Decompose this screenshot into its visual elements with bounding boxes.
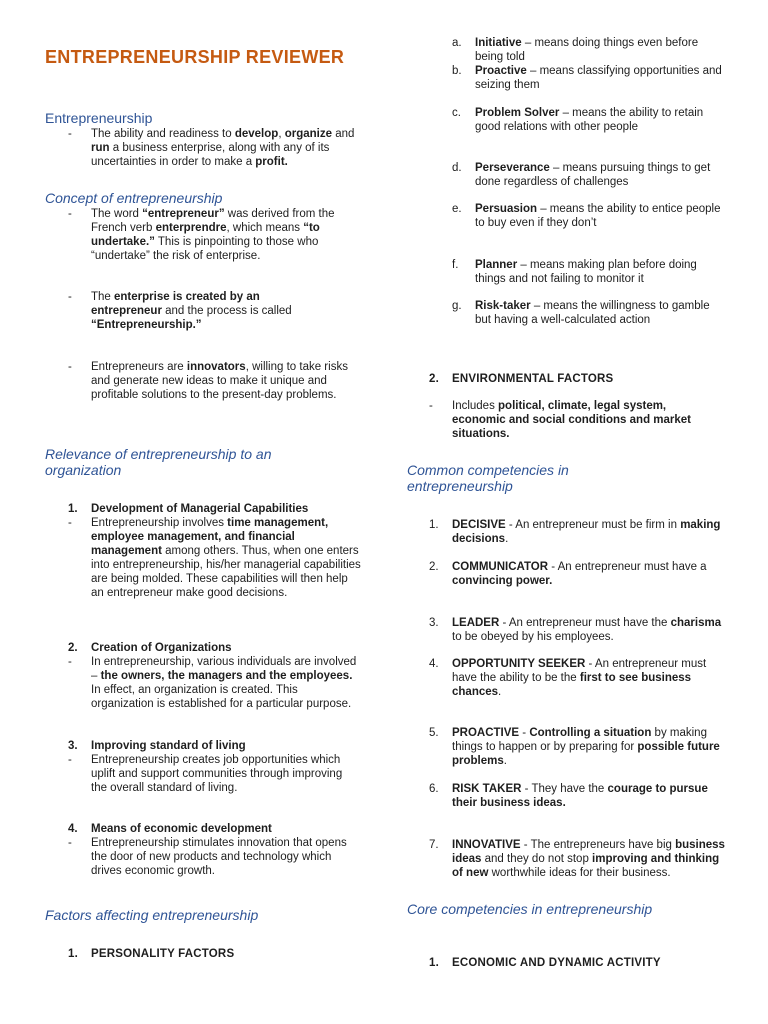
relevance-heading-4: 4. Means of economic development — [68, 823, 272, 835]
relevance-text-4: - Entrepreneurship stimulates innovation that opens the door of new products and technology which drives economic growth. — [68, 837, 347, 877]
relevance-text-2: - In entrepreneurship, various individuals are involved – the owners, the managers and the employees. In effect, an organization is created. This organization is established for a particular purpose. — [68, 656, 357, 710]
document-title: ENTREPRENEURSHIP REVIEWER — [45, 47, 345, 67]
trait-item: a. Initiative – means doing things even before being told — [452, 37, 699, 63]
concept-item-2: - The enterprise is created by an entrepreneur and the process is called “Entrepreneurship.” — [68, 291, 292, 331]
bullet-dash: - — [68, 754, 72, 766]
bullet-dash: - — [68, 837, 72, 849]
concept-item-1: - The word “entrepreneur” was derived from the French verb enterprendre, which means “to undertake.” This is pinpointing to those who “undertake” the risk of enterprise. — [68, 208, 335, 262]
trait-item: f. Planner – means making plan before doing things and not failing to monitor it — [452, 259, 697, 285]
trait-item: e. Persuasion – means the ability to entice people to buy even if they don’t — [452, 203, 721, 229]
heading-factors: Factors affecting entrepreneurship — [45, 907, 259, 923]
bullet-dash: - — [68, 361, 72, 373]
factor-environmental: 2. ENVIRONMENTAL FACTORS — [429, 373, 614, 385]
heading-core-competencies: Core competencies in entrepreneurship — [407, 901, 653, 917]
competency-item: 2. COMMUNICATOR - An entrepreneur must have a convincing power. — [429, 561, 707, 587]
trait-item: c. Problem Solver – means the ability to retain good relations with other people — [452, 107, 704, 133]
factor-personality: 1. PERSONALITY FACTORS — [68, 948, 235, 960]
relevance-text-3: - Entrepreneurship creates job opportunities which uplift and support communities through improving the overall standard of living. — [68, 754, 343, 794]
bullet-dash: - — [68, 656, 72, 668]
trait-item: d. Perseverance – means pursuing things to get done regardless of challenges — [452, 162, 711, 188]
competency-item: 5. PROACTIVE - Controlling a situation by making things to happen or by preparing for possible future problems. — [429, 727, 720, 767]
heading-common-competencies: Common competencies in entrepreneurship — [407, 462, 569, 494]
trait-item: b. Proactive – means classifying opportunities and seizing them — [452, 65, 722, 91]
competency-item: 1. DECISIVE - An entrepreneur must be firm in making decisions. — [429, 519, 721, 545]
relevance-heading-3: 3. Improving standard of living — [68, 740, 246, 752]
heading-entrepreneurship: Entrepreneurship — [45, 110, 153, 126]
concept-item-3: - Entrepreneurs are innovators, willing to take risks and generate new ideas to make it unique and profitable solutions to the present-day problems. — [68, 361, 348, 401]
relevance-heading-1: 1. Development of Managerial Capabilities — [68, 503, 309, 515]
definition-paragraph: - The ability and readiness to develop, organize and run a business enterprise, along with any of its uncertainties in order to make a profit. — [68, 128, 355, 168]
bullet-dash: - — [429, 400, 433, 412]
core-competency-1: 1. ECONOMIC AND DYNAMIC ACTIVITY — [429, 957, 661, 969]
competency-item: 6. RISK TAKER - They have the courage to pursue their business ideas. — [429, 783, 708, 809]
relevance-text-1: - Entrepreneurship involves time management, employee management, and financial management among others. Thus, when one enters into entrepreneurship, his/her managerial capabilities are being molded. These capabilities will then help an entrepreneur make good decisions. — [68, 517, 361, 599]
bullet-dash: - — [68, 517, 72, 529]
competency-item: 7. INNOVATIVE - The entrepreneurs have big business ideas and they do not stop improving and thinking of new worthwhile ideas for their business. — [429, 839, 725, 879]
bullet-dash: - — [68, 128, 72, 140]
competency-item: 3. LEADER - An entrepreneur must have the charisma to be obeyed by his employees. — [429, 617, 722, 643]
heading-relevance: Relevance of entrepreneurship to an organization — [45, 446, 272, 478]
bullet-dash: - — [68, 291, 72, 303]
bullet-dash: - — [68, 208, 72, 220]
environmental-text: - Includes political, climate, legal system, economic and social conditions and market situations. — [429, 400, 692, 440]
competency-item: 4. OPPORTUNITY SEEKER - An entrepreneur must have the ability to be the first to see business chances. — [429, 658, 707, 698]
relevance-heading-2: 2. Creation of Organizations — [68, 642, 232, 654]
heading-concept: Concept of entrepreneurship — [45, 190, 223, 206]
trait-item: g. Risk-taker – means the willingness to gamble but having a well-calculated action — [452, 300, 710, 326]
